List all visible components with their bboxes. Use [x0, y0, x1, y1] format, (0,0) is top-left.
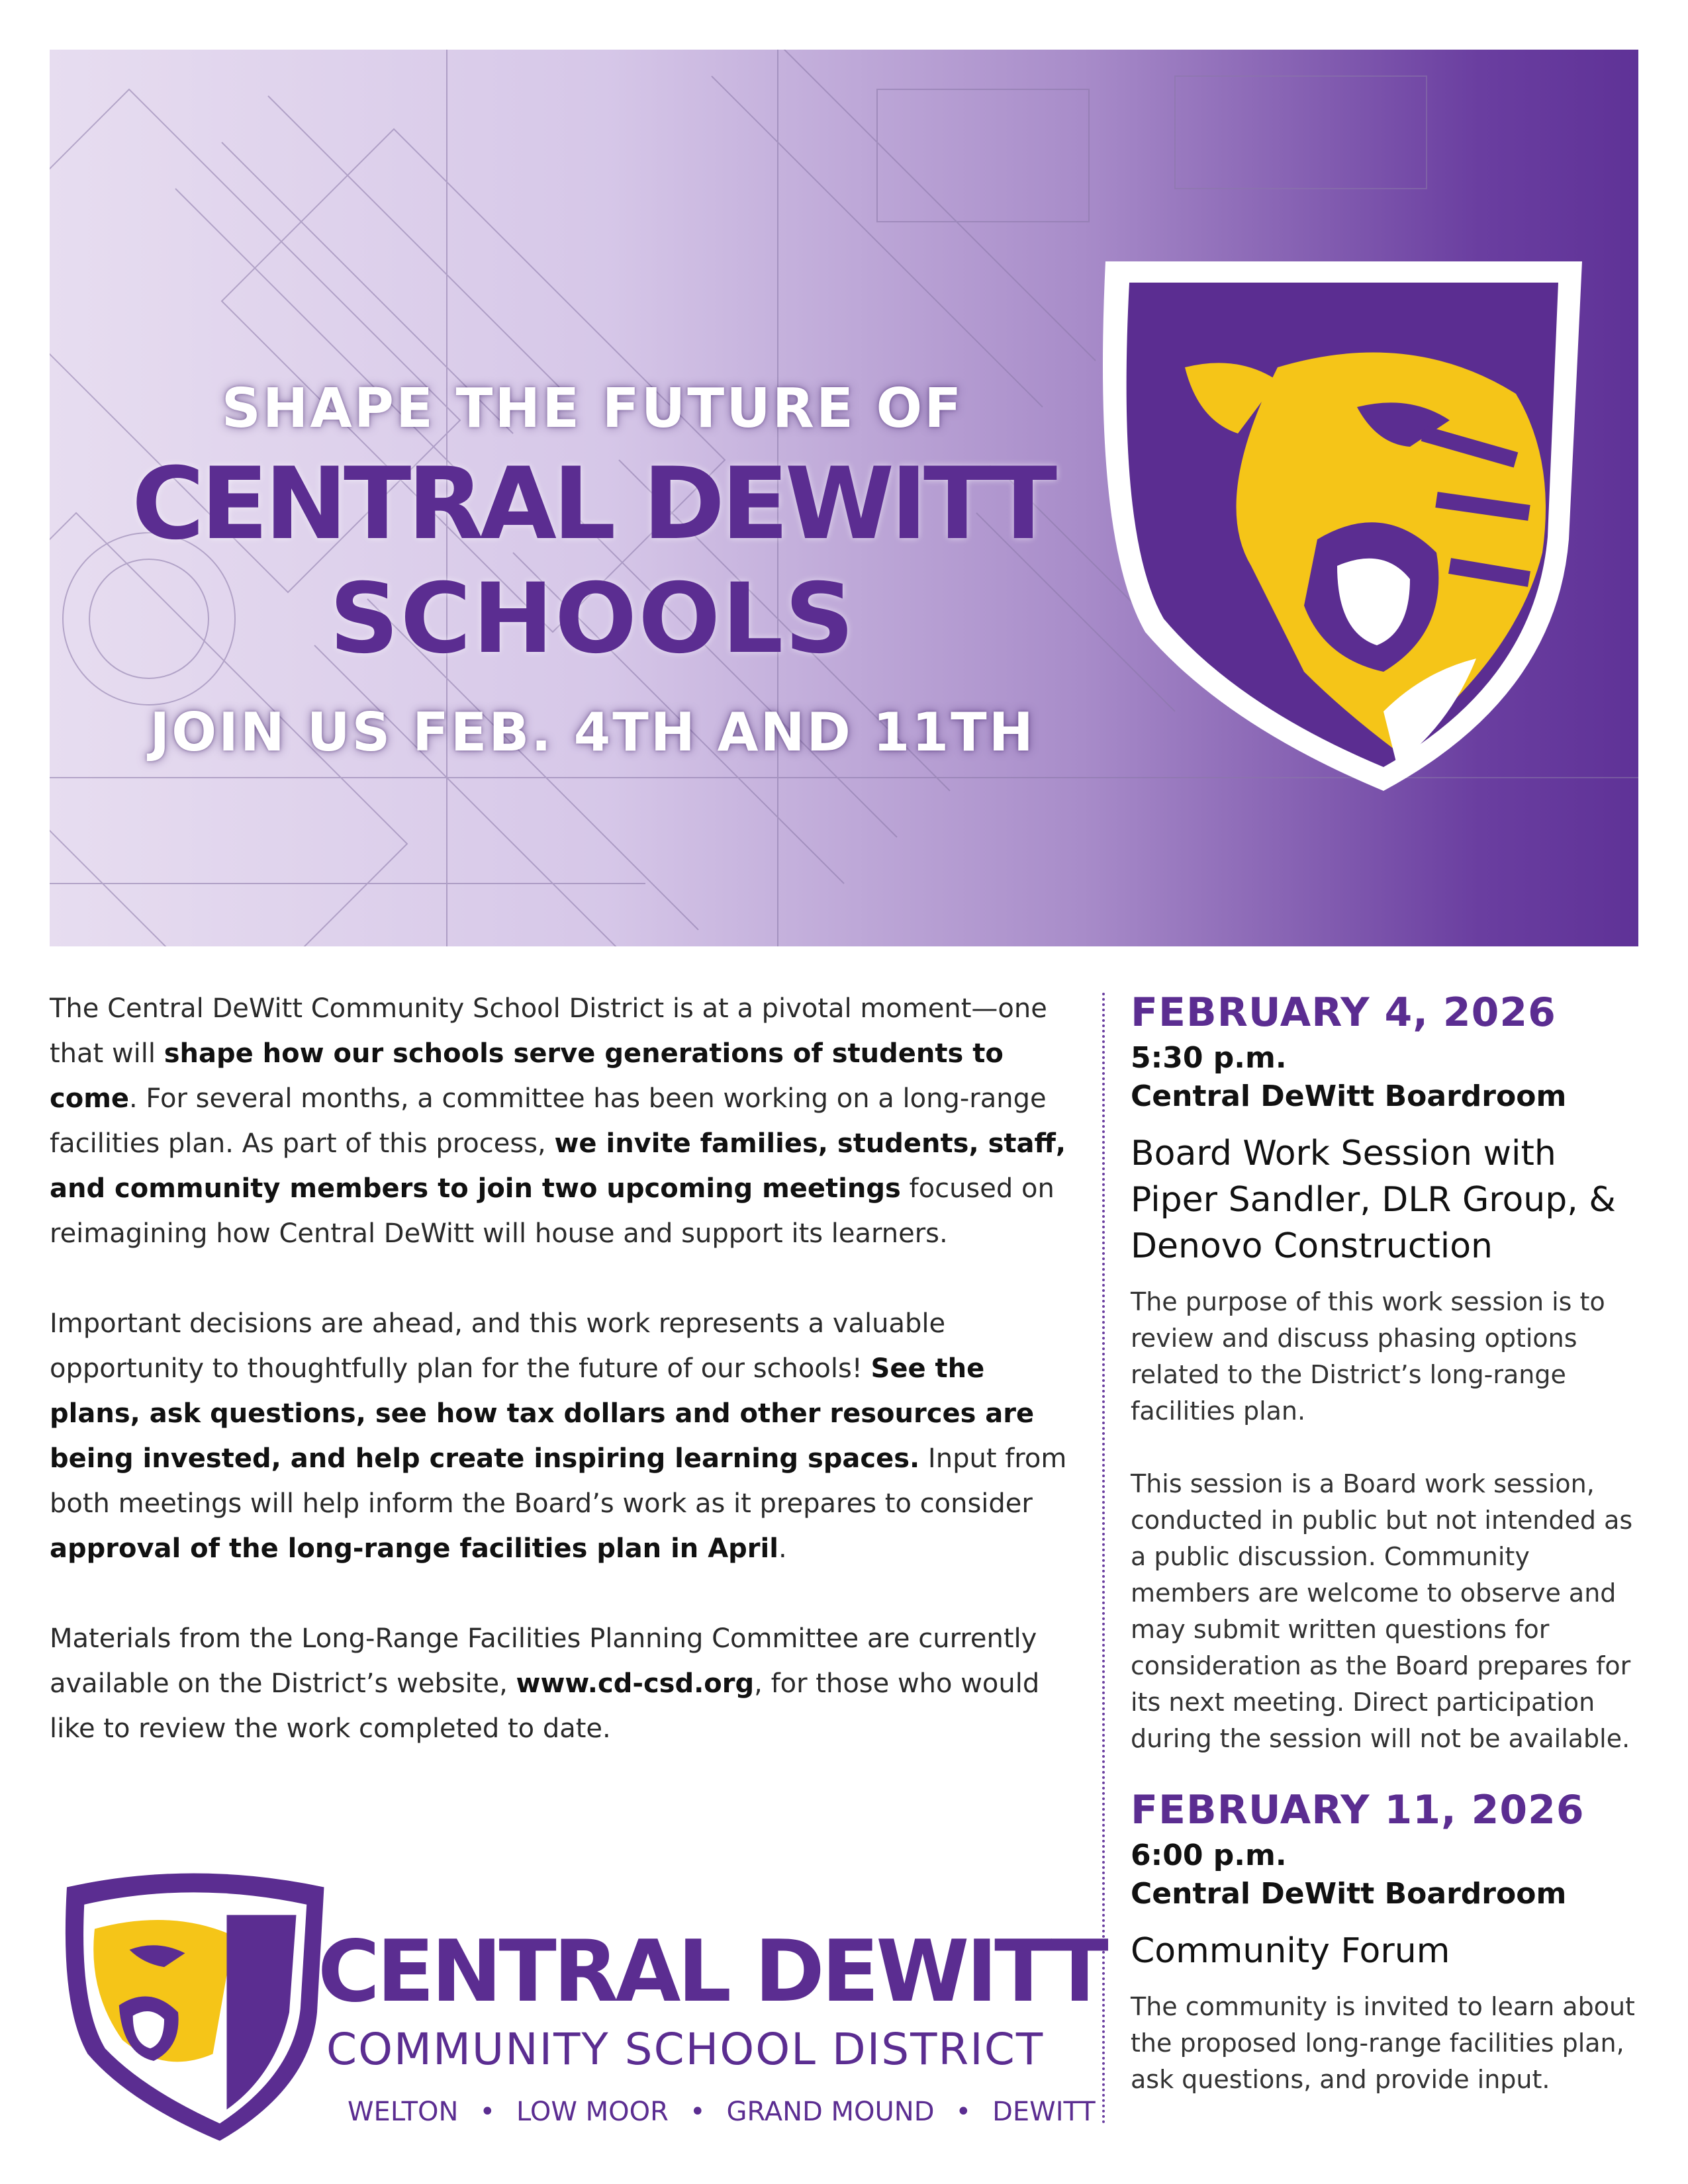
event-title: Community Forum [1131, 1931, 1450, 1971]
text-span: , for those who would like to review the work completed to date. [50, 1668, 1040, 1744]
event-feb-4 [1131, 986, 1654, 1757]
emphasis-text: approval of the long-range facilities plan in April [50, 1533, 778, 1564]
event-description-paragraph: The purpose of this work session is to review and discuss phasing options related to the District’s long-range facilities plan. [1131, 1287, 1605, 1426]
intro-paragraph-2 [50, 1301, 1069, 1571]
event-date: FEBRUARY 4, 2026 [1131, 989, 1556, 1036]
town-name: DEWITT [992, 2097, 1096, 2127]
district-subtitle: COMMUNITY SCHOOL DISTRICT [326, 2024, 1045, 2075]
text-span: . [778, 1533, 787, 1564]
hero-title-2: SCHOOLS [329, 563, 856, 675]
events-column [1131, 986, 1654, 2098]
hero-title: CENTRAL DEWITT [131, 447, 1054, 562]
text-span: focused on reimagining how Central DeWitt will house and support its learners. [50, 1173, 1055, 1249]
event-time: 6:00 p.m. [1131, 1839, 1287, 1872]
district-logo [50, 1860, 1105, 2144]
town-name: WELTON [348, 2097, 459, 2127]
event-description-paragraph: This session is a Board work session, conducted in public but not intended as a public discussion. Community members are welcome to observe and may submit written questions for consideration as the Board prepares for its next meeting. Direct participation during the session will not be available. [1131, 1469, 1633, 1753]
event-location: Central DeWitt Boardroom [1131, 1877, 1567, 1911]
hero-dates: JOIN US FEB. 4TH AND 11TH [150, 702, 1035, 763]
separator-dot: • [955, 2097, 972, 2127]
intro-text [50, 986, 1069, 1796]
separator-dot: • [689, 2097, 706, 2127]
district-name: CENTRAL DEWITT [318, 1923, 1105, 2021]
tiger-shield-icon [1079, 235, 1609, 817]
emphasis-text: shape how our schools serve generations of students to come [50, 1038, 1004, 1114]
tiger-shield-icon [50, 1866, 334, 2144]
text-span: The Central DeWitt Community School District is at a pivotal moment—one that will [50, 993, 1047, 1069]
town-name: GRAND MOUND [726, 2097, 935, 2127]
emphasis-text: See the plans, ask questions, see how tax dollars and other resources are being invested, and help create inspiring learning spaces. [50, 1353, 1035, 1474]
event-time: 5:30 p.m. [1131, 1041, 1287, 1075]
event-description [1131, 1284, 1654, 1757]
separator-dot: • [479, 2097, 496, 2127]
hero-kicker: SHAPE THE FUTURE OF [221, 377, 964, 440]
event-description [1131, 1989, 1654, 2098]
hero-banner [50, 50, 1638, 946]
website-link[interactable]: www.cd-csd.org [516, 1668, 755, 1699]
emphasis-text: we invite families, students, staff, and community members to join two upcoming meetings [50, 1128, 1066, 1204]
text-span: Input from both meetings will help inform the Board’s work as it prepares to consider [50, 1443, 1067, 1519]
intro-paragraph-3 [50, 1616, 1069, 1751]
event-date: FEBRUARY 11, 2026 [1131, 1787, 1585, 1833]
event-location: Central DeWitt Boardroom [1131, 1079, 1567, 1113]
text-span: Important decisions are ahead, and this work represents a valuable opportunity to thoughtfully plan for the future of our schools! [50, 1308, 946, 1384]
event-title: Board Work Session with Piper Sandler, DLR Group, & Denovo Construction [1131, 1134, 1616, 1266]
text-span: Materials from the Long-Range Facilities Planning Committee are currently available on the District’s website, [50, 1623, 1037, 1699]
event-description-paragraph: The community is invited to learn about the proposed long-range facilities plan, ask questions, and provide input. [1131, 1992, 1635, 2094]
district-towns [348, 2097, 1109, 2127]
event-feb-11 [1131, 1784, 1654, 2098]
intro-paragraph-1 [50, 986, 1069, 1256]
text-span: . For several months, a committee has been working on a long-range facilities plan. As part of this process, [50, 1083, 1047, 1159]
town-name: LOW MOOR [516, 2097, 669, 2127]
